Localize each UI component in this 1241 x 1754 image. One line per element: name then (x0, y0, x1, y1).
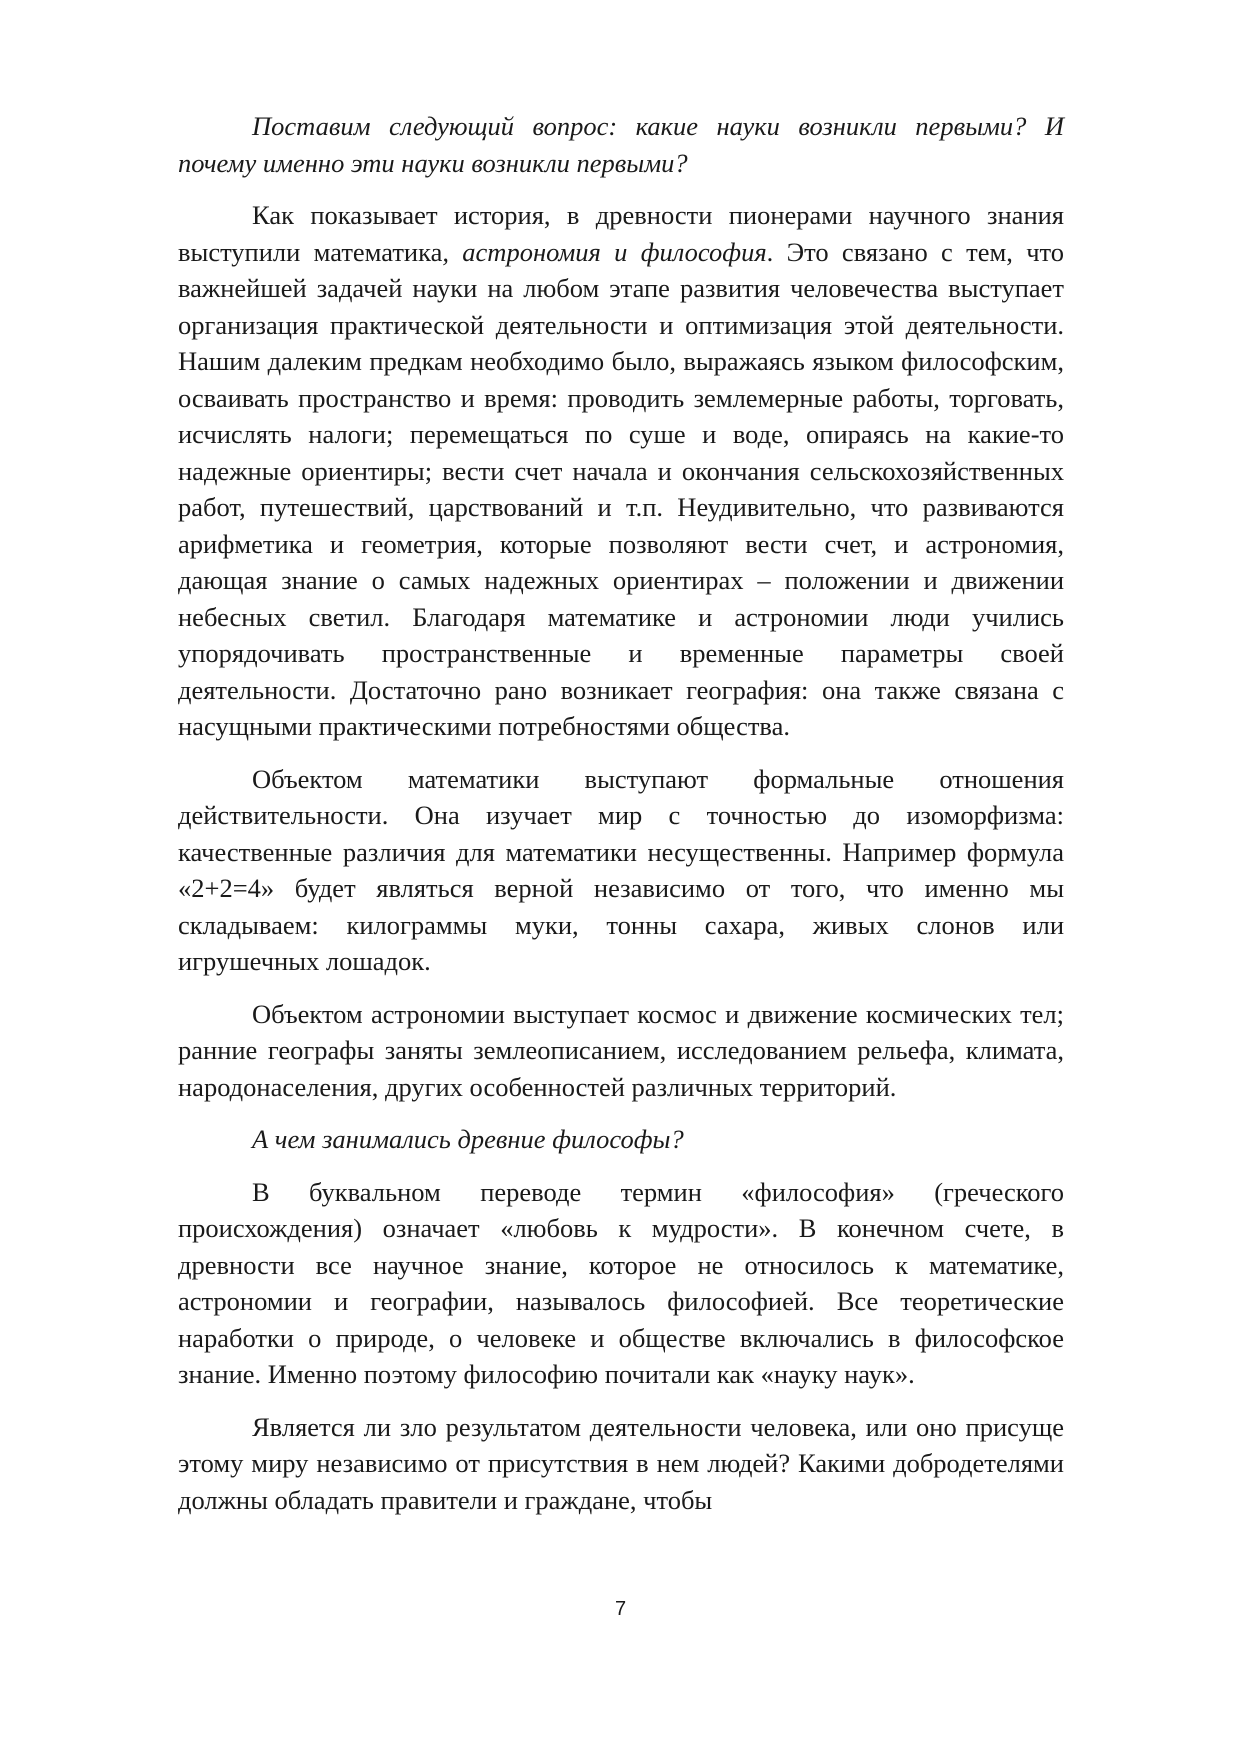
paragraph-math-object: Объектом математики выступают формальные отношения действительности. Она изучает мир с точностью до изоморфизма: качественные различия для математики несущественны. Например формула «2+2=4» будет являться верной независимо от того, что именно мы складываем: килограммы муки, тонны сахара, живых слонов или игрушечных лошадок. (178, 763, 1064, 976)
paragraph-history-pioneers (178, 197, 1064, 745)
paragraph-history-emphasis: , астрономия и философия (442, 236, 767, 267)
page-number: 7 (614, 1598, 627, 1620)
paragraph-question-first-sciences: Поставим следующий вопрос: какие науки возникли первыми? И почему именно эти науки возникли первыми? (178, 111, 1064, 178)
page-body (178, 108, 1064, 1518)
paragraph-question-philosophers: А чем занимались древние философы? (252, 1124, 684, 1154)
paragraph-history-rest: . Это связано с тем, что важнейшей задачей науки на любом этапе развития человечества выступает организация практической деятельности и оптимизация этой деятельности. Нашим далеким предкам необходимо было, выражаясь языком философским, осваивать пространство и время: проводить землемерные работы, торговать, исчислять налоги; перемещаться по суше и воде, опираясь на какие-то надежные ориентиры; вести счет начала и окончания сельскохозяйственных работ, путешествий, царствований и т.п. Неудивительно, что развиваются арифметика и геометрия, которые позволяют вести счет, и астрономия, дающая знание о самых надежных ориентирах – положении и движении небесных светил. Благодаря математике и астрономии люди учились упорядочивать пространственные и временные параметры своей деятельности. Достаточно рано возникает география: она также связана с насущными практическими потребностями общества. (178, 236, 1065, 741)
paragraph-philosophy-term: В буквальном переводе термин «философия» (греческого происхождения) означает «любовь к мудрости». В конечном счете, в древности все научное знание, которое не относилось к математике, астрономии и географии, называлось философией. Все теоретические наработки о природе, о человеке и обществе включались в философское знание. Именно поэтому философию почитали как «науку наук». (178, 1176, 1064, 1389)
paragraph-astronomy-object: Объектом астрономии выступает космос и движение космических тел; ранние географы заняты землеописанием, исследованием рельефа, климата, народонаселения, других особенностей различных территорий. (178, 998, 1064, 1102)
paragraph-history-lead: Как показывает история, в древности пионерами научного знания выступили математика (178, 200, 1064, 267)
paragraph-evil-question: Является ли зло результатом деятельности человека, или оно присуще этому миру независимо от присутствия в нем людей? Какими добродетелями должны обладать правители и граждане, чтобы (178, 1411, 1064, 1515)
